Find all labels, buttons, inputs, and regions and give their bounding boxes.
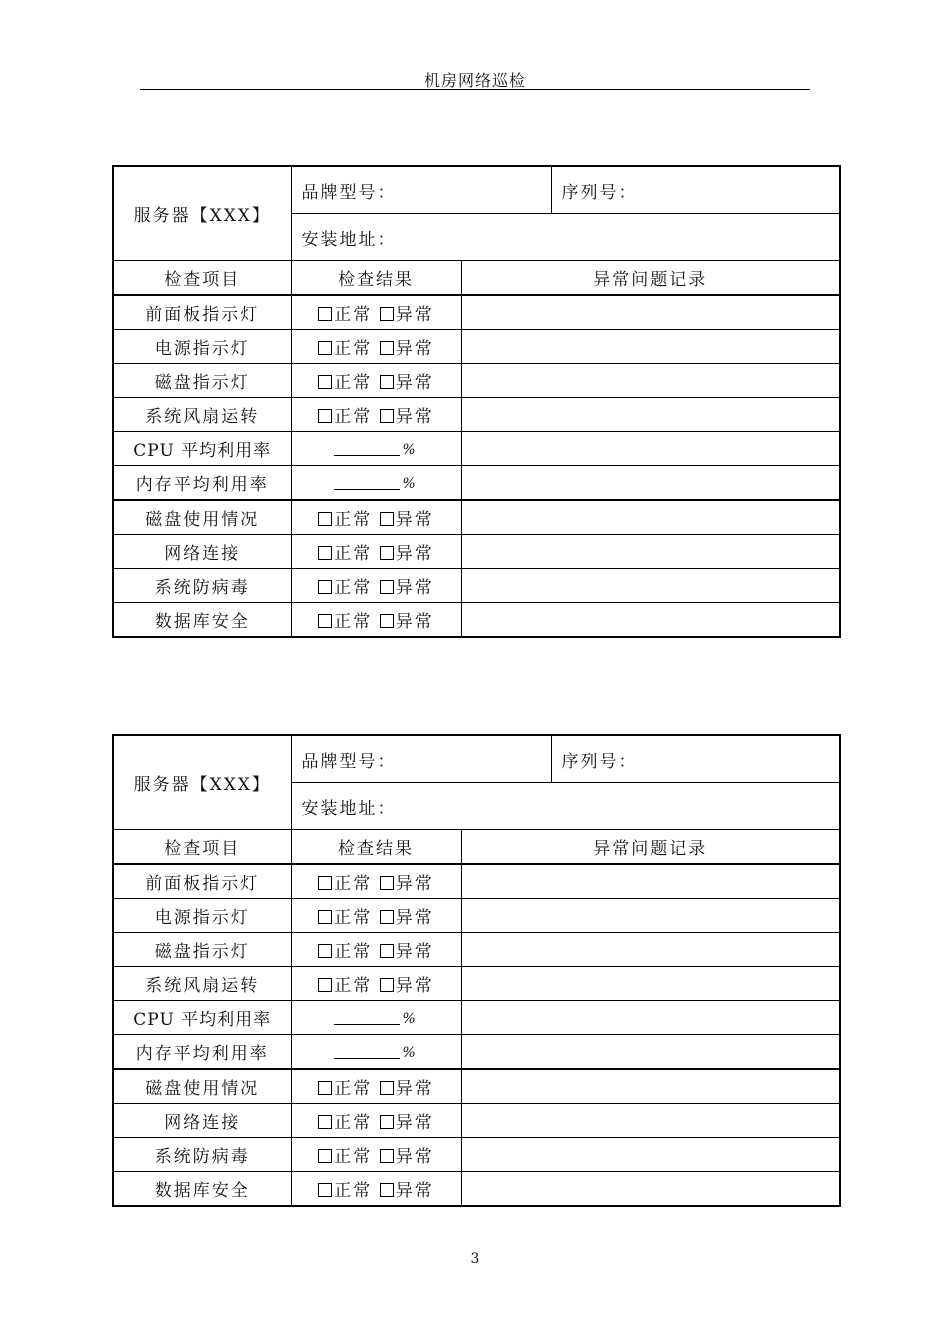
checkbox-abnormal[interactable] (380, 409, 394, 423)
column-header-issue: 异常问题记录 (461, 261, 840, 296)
percent-blank[interactable] (334, 1044, 400, 1059)
checkbox-normal[interactable] (318, 409, 332, 423)
issue-record-cell[interactable] (461, 967, 840, 1001)
item-label: 系统风扇运转 (113, 398, 291, 432)
issue-record-cell[interactable] (461, 432, 840, 466)
issue-record-cell[interactable] (461, 1138, 840, 1172)
checkbox-abnormal[interactable] (380, 1183, 394, 1197)
item-label: 系统防病毒 (113, 1138, 291, 1172)
checkbox-normal[interactable] (318, 944, 332, 958)
server-inspection-form-2: 服务器【XXX】 品牌型号： 序列号： 安装地址： 检查项目 检查结果 异常问题记录 前面板指示灯 正常 异常 电源指示灯 正常 异常 磁盘指示灯 正常 异常 系统风扇运转 正常 异常 CPU 平均利用率 % 内存平均利用率 % 磁盘使用情况 正常 异常 网络连接 正常 异常 系统防病毒 正常 异常 数据库安全 正常 异常 (112, 734, 841, 1207)
issue-record-cell[interactable] (461, 899, 840, 933)
serial-field[interactable]: 序列号： (551, 735, 840, 783)
issue-record-cell[interactable] (461, 1172, 840, 1207)
item-label: 系统防病毒 (113, 569, 291, 603)
issue-record-cell[interactable] (461, 603, 840, 638)
checkbox-normal[interactable] (318, 910, 332, 924)
item-label: 磁盘使用情况 (113, 500, 291, 535)
checkbox-abnormal[interactable] (380, 1115, 394, 1129)
item-label: 系统风扇运转 (113, 967, 291, 1001)
brand-model-field[interactable]: 品牌型号： (291, 735, 551, 783)
issue-record-cell[interactable] (461, 535, 840, 569)
checkbox-abnormal[interactable] (380, 1149, 394, 1163)
checkbox-normal[interactable] (318, 1115, 332, 1129)
item-label: 内存平均利用率 (113, 466, 291, 501)
percent-sign: % (402, 441, 418, 458)
item-label: 数据库安全 (113, 603, 291, 638)
install-address-field[interactable]: 安装地址： (291, 214, 840, 261)
checkbox-abnormal[interactable] (380, 1081, 394, 1095)
column-header-item: 检查项目 (113, 261, 291, 296)
brand-model-field[interactable]: 品牌型号： (291, 166, 551, 214)
percent-blank[interactable] (334, 1010, 400, 1025)
issue-record-cell[interactable] (461, 569, 840, 603)
checkbox-normal[interactable] (318, 1183, 332, 1197)
checkbox-abnormal[interactable] (380, 978, 394, 992)
checkbox-normal[interactable] (318, 546, 332, 560)
checkbox-normal[interactable] (318, 1081, 332, 1095)
checkbox-abnormal[interactable] (380, 512, 394, 526)
issue-record-cell[interactable] (461, 933, 840, 967)
checkbox-normal[interactable] (318, 1149, 332, 1163)
checkbox-abnormal[interactable] (380, 944, 394, 958)
issue-record-cell[interactable] (461, 466, 840, 501)
header-rule (140, 89, 810, 90)
percent-sign: % (402, 1044, 418, 1061)
checkbox-normal[interactable] (318, 876, 332, 890)
checkbox-abnormal[interactable] (380, 546, 394, 560)
item-label: 电源指示灯 (113, 899, 291, 933)
percent-blank[interactable] (334, 475, 400, 490)
checkbox-abnormal[interactable] (380, 910, 394, 924)
issue-record-cell[interactable] (461, 1035, 840, 1070)
issue-record-cell[interactable] (461, 1069, 840, 1104)
issue-record-cell[interactable] (461, 398, 840, 432)
issue-record-cell[interactable] (461, 364, 840, 398)
item-label: CPU 平均利用率 (113, 1001, 291, 1035)
checkbox-normal[interactable] (318, 580, 332, 594)
item-label: 前面板指示灯 (113, 295, 291, 330)
item-label: CPU 平均利用率 (113, 432, 291, 466)
column-header-item: 检查项目 (113, 830, 291, 865)
column-header-result: 检查结果 (291, 261, 461, 296)
checkbox-abnormal[interactable] (380, 341, 394, 355)
server-inspection-form-1: 服务器【XXX】 品牌型号： 序列号： 安装地址： 检查项目 检查结果 异常问题记录 前面板指示灯 正常 异常 电源指示灯 正常 异常 磁盘指示灯 正常 异常 系统风扇运转 正常 异常 CPU 平均利用率 % 内存平均利用率 % 磁盘使用情况 正常 异常 网络连接 正常 异常 系统防病毒 正常 异常 数据库安全 正常 异常 (112, 165, 841, 638)
checkbox-abnormal[interactable] (380, 375, 394, 389)
install-address-field[interactable]: 安装地址： (291, 783, 840, 830)
column-header-issue: 异常问题记录 (461, 830, 840, 865)
item-label: 数据库安全 (113, 1172, 291, 1207)
checkbox-abnormal[interactable] (380, 580, 394, 594)
item-label: 磁盘使用情况 (113, 1069, 291, 1104)
serial-field[interactable]: 序列号： (551, 166, 840, 214)
item-label: 网络连接 (113, 535, 291, 569)
issue-record-cell[interactable] (461, 1001, 840, 1035)
device-label: 服务器【XXX】 (113, 735, 291, 830)
issue-record-cell[interactable] (461, 330, 840, 364)
page-number: 3 (470, 1251, 480, 1267)
issue-record-cell[interactable] (461, 500, 840, 535)
column-header-result: 检查结果 (291, 830, 461, 865)
checkbox-normal[interactable] (318, 341, 332, 355)
checkbox-abnormal[interactable] (380, 307, 394, 321)
checkbox-normal[interactable] (318, 614, 332, 628)
checkbox-normal[interactable] (318, 512, 332, 526)
device-label: 服务器【XXX】 (113, 166, 291, 261)
item-label: 网络连接 (113, 1104, 291, 1138)
item-label: 前面板指示灯 (113, 864, 291, 899)
item-label: 磁盘指示灯 (113, 364, 291, 398)
checkbox-abnormal[interactable] (380, 876, 394, 890)
issue-record-cell[interactable] (461, 1104, 840, 1138)
checkbox-normal[interactable] (318, 978, 332, 992)
item-label: 磁盘指示灯 (113, 933, 291, 967)
issue-record-cell[interactable] (461, 864, 840, 899)
item-label: 内存平均利用率 (113, 1035, 291, 1070)
percent-sign: % (402, 475, 418, 492)
checkbox-normal[interactable] (318, 307, 332, 321)
percent-sign: % (402, 1010, 418, 1027)
item-label: 电源指示灯 (113, 330, 291, 364)
page-header-title: 机房网络巡检 (423, 71, 526, 90)
issue-record-cell[interactable] (461, 295, 840, 330)
percent-blank[interactable] (334, 441, 400, 456)
checkbox-abnormal[interactable] (380, 614, 394, 628)
checkbox-normal[interactable] (318, 375, 332, 389)
